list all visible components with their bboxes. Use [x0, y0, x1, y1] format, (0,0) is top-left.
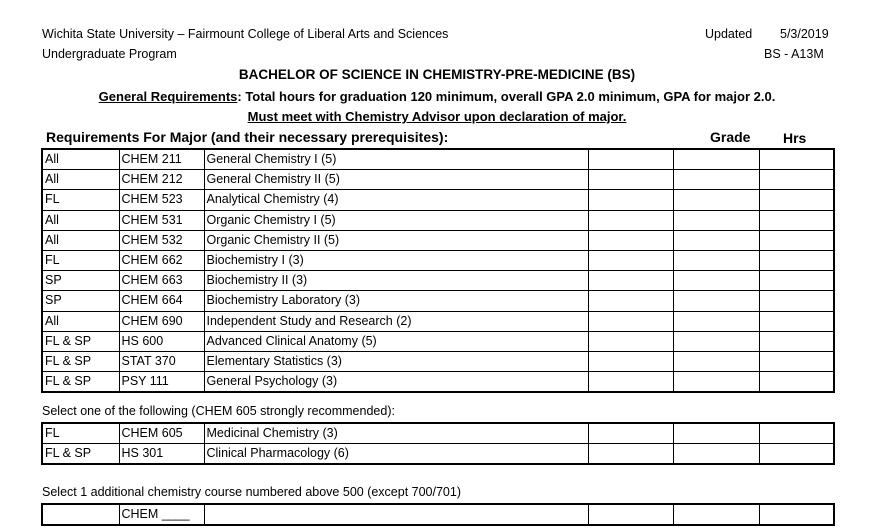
- grade-header: Grade: [710, 129, 751, 145]
- table-row: [42, 230, 834, 250]
- title-cell: Organic Chemistry I (5): [204, 210, 588, 230]
- hrs-cell[interactable]: [759, 170, 834, 190]
- course-cell: CHEM ____: [119, 504, 204, 525]
- hrs-cell[interactable]: [759, 250, 834, 270]
- title-cell: Analytical Chemistry (4): [204, 190, 588, 210]
- course-cell: CHEM 605: [119, 423, 204, 444]
- major-requirements-table: [41, 148, 835, 393]
- general-requirements-label: General Requirements: [98, 89, 238, 104]
- table-row: [42, 504, 834, 525]
- table-row: [42, 351, 834, 371]
- grade-cell[interactable]: [673, 291, 759, 311]
- table-row: [42, 372, 834, 393]
- title-cell: Organic Chemistry II (5): [204, 230, 588, 250]
- grade-cell[interactable]: [673, 372, 759, 393]
- title-cell: Biochemistry II (3): [204, 271, 588, 291]
- term-cell: FL & SP: [42, 372, 119, 393]
- select-additional-table: [41, 503, 835, 526]
- grade-cell[interactable]: [673, 351, 759, 371]
- hrs-cell[interactable]: [759, 423, 834, 444]
- title-cell: General Chemistry I (5): [204, 149, 588, 170]
- grade-cell[interactable]: [673, 210, 759, 230]
- course-cell: CHEM 523: [119, 190, 204, 210]
- term-cell: FL & SP: [42, 444, 119, 465]
- select-one-table: [41, 422, 835, 465]
- table-row: [42, 250, 834, 270]
- title-cell: Advanced Clinical Anatomy (5): [204, 331, 588, 351]
- grade-cell[interactable]: [673, 250, 759, 270]
- hrs-cell[interactable]: [759, 271, 834, 291]
- blank-cell[interactable]: [588, 250, 673, 270]
- table-row: [42, 444, 834, 465]
- select-one-heading: Select one of the following (CHEM 605 strongly recommended):: [42, 404, 395, 418]
- blank-cell[interactable]: [588, 311, 673, 331]
- course-cell: HS 301: [119, 444, 204, 465]
- term-cell: FL & SP: [42, 331, 119, 351]
- course-cell: STAT 370: [119, 351, 204, 371]
- grade-cell[interactable]: [673, 149, 759, 170]
- table-row: [42, 271, 834, 291]
- blank-cell[interactable]: [588, 504, 673, 525]
- hrs-cell[interactable]: [759, 230, 834, 250]
- title-cell: General Chemistry II (5): [204, 170, 588, 190]
- course-cell: CHEM 664: [119, 291, 204, 311]
- title-cell: General Psychology (3): [204, 372, 588, 393]
- term-cell: FL & SP: [42, 351, 119, 371]
- term-cell: All: [42, 230, 119, 250]
- hrs-cell[interactable]: [759, 351, 834, 371]
- hrs-cell[interactable]: [759, 444, 834, 465]
- blank-cell[interactable]: [588, 291, 673, 311]
- blank-cell[interactable]: [588, 423, 673, 444]
- updated-date: 5/3/2019: [780, 27, 829, 41]
- hrs-cell[interactable]: [759, 331, 834, 351]
- grade-cell[interactable]: [673, 444, 759, 465]
- grade-cell[interactable]: [673, 331, 759, 351]
- grade-cell[interactable]: [673, 230, 759, 250]
- hrs-cell[interactable]: [759, 504, 834, 525]
- hrs-cell[interactable]: [759, 190, 834, 210]
- table-row: [42, 311, 834, 331]
- hrs-cell[interactable]: [759, 210, 834, 230]
- term-cell: All: [42, 149, 119, 170]
- table-row: [42, 170, 834, 190]
- course-cell: PSY 111: [119, 372, 204, 393]
- grade-cell[interactable]: [673, 271, 759, 291]
- general-requirements-text: : Total hours for graduation 120 minimum, overall GPA 2.0 minimum, GPA for major 2.0.: [237, 89, 776, 104]
- table-row: [42, 210, 834, 230]
- course-cell: CHEM 212: [119, 170, 204, 190]
- program-name: Undergraduate Program: [42, 47, 177, 61]
- updated-label: Updated: [705, 27, 753, 41]
- title-cell: Independent Study and Research (2): [204, 311, 588, 331]
- term-cell: FL: [42, 250, 119, 270]
- title-cell: Clinical Pharmacology (6): [204, 444, 588, 465]
- grade-cell[interactable]: [673, 311, 759, 331]
- hrs-cell[interactable]: [759, 372, 834, 393]
- blank-cell[interactable]: [588, 444, 673, 465]
- blank-cell[interactable]: [588, 372, 673, 393]
- hrs-cell[interactable]: [759, 149, 834, 170]
- blank-cell[interactable]: [588, 331, 673, 351]
- term-cell: All: [42, 170, 119, 190]
- blank-cell[interactable]: [588, 170, 673, 190]
- major-heading: Requirements For Major (and their necessary prerequisites):: [46, 129, 449, 145]
- table-row: [42, 149, 834, 170]
- course-cell: CHEM 690: [119, 311, 204, 331]
- title-cell: Elementary Statistics (3): [204, 351, 588, 371]
- advisor-note: Must meet with Chemistry Advisor upon declaration of major.: [247, 109, 627, 124]
- grade-cell[interactable]: [673, 170, 759, 190]
- table-row: [42, 291, 834, 311]
- blank-cell[interactable]: [588, 190, 673, 210]
- title-cell: Biochemistry I (3): [204, 250, 588, 270]
- select-additional-heading: Select 1 additional chemistry course numbered above 500 (except 700/701): [42, 485, 462, 499]
- grade-cell[interactable]: [673, 190, 759, 210]
- blank-cell[interactable]: [588, 271, 673, 291]
- grade-cell[interactable]: [673, 423, 759, 444]
- hrs-cell[interactable]: [759, 291, 834, 311]
- blank-cell[interactable]: [588, 230, 673, 250]
- blank-cell[interactable]: [588, 149, 673, 170]
- title-cell: Biochemistry Laboratory (3): [204, 291, 588, 311]
- table-row: [42, 331, 834, 351]
- course-cell: HS 600: [119, 331, 204, 351]
- course-cell: CHEM 662: [119, 250, 204, 270]
- term-cell: FL: [42, 423, 119, 444]
- term-cell: All: [42, 210, 119, 230]
- course-cell: CHEM 663: [119, 271, 204, 291]
- course-cell: CHEM 532: [119, 230, 204, 250]
- course-cell: CHEM 531: [119, 210, 204, 230]
- title-cell: Medicinal Chemistry (3): [204, 423, 588, 444]
- term-cell: SP: [42, 271, 119, 291]
- term-cell: SP: [42, 291, 119, 311]
- program-code: BS - A13M: [764, 47, 824, 61]
- hrs-cell[interactable]: [759, 311, 834, 331]
- term-cell: All: [42, 311, 119, 331]
- term-cell: [42, 504, 119, 525]
- blank-cell[interactable]: [588, 351, 673, 371]
- term-cell: FL: [42, 190, 119, 210]
- course-cell: CHEM 211: [119, 149, 204, 170]
- table-row: [42, 190, 834, 210]
- page-title: BACHELOR OF SCIENCE IN CHEMISTRY-PRE-MEDICINE (BS): [238, 67, 636, 82]
- general-requirements: [0, 89, 874, 104]
- blank-cell[interactable]: [588, 210, 673, 230]
- title-cell: [204, 504, 588, 525]
- institution-name: Wichita State University – Fairmount College of Liberal Arts and Sciences: [42, 27, 449, 41]
- grade-cell[interactable]: [673, 504, 759, 525]
- hrs-header: Hrs: [783, 130, 807, 146]
- table-row: [42, 423, 834, 444]
